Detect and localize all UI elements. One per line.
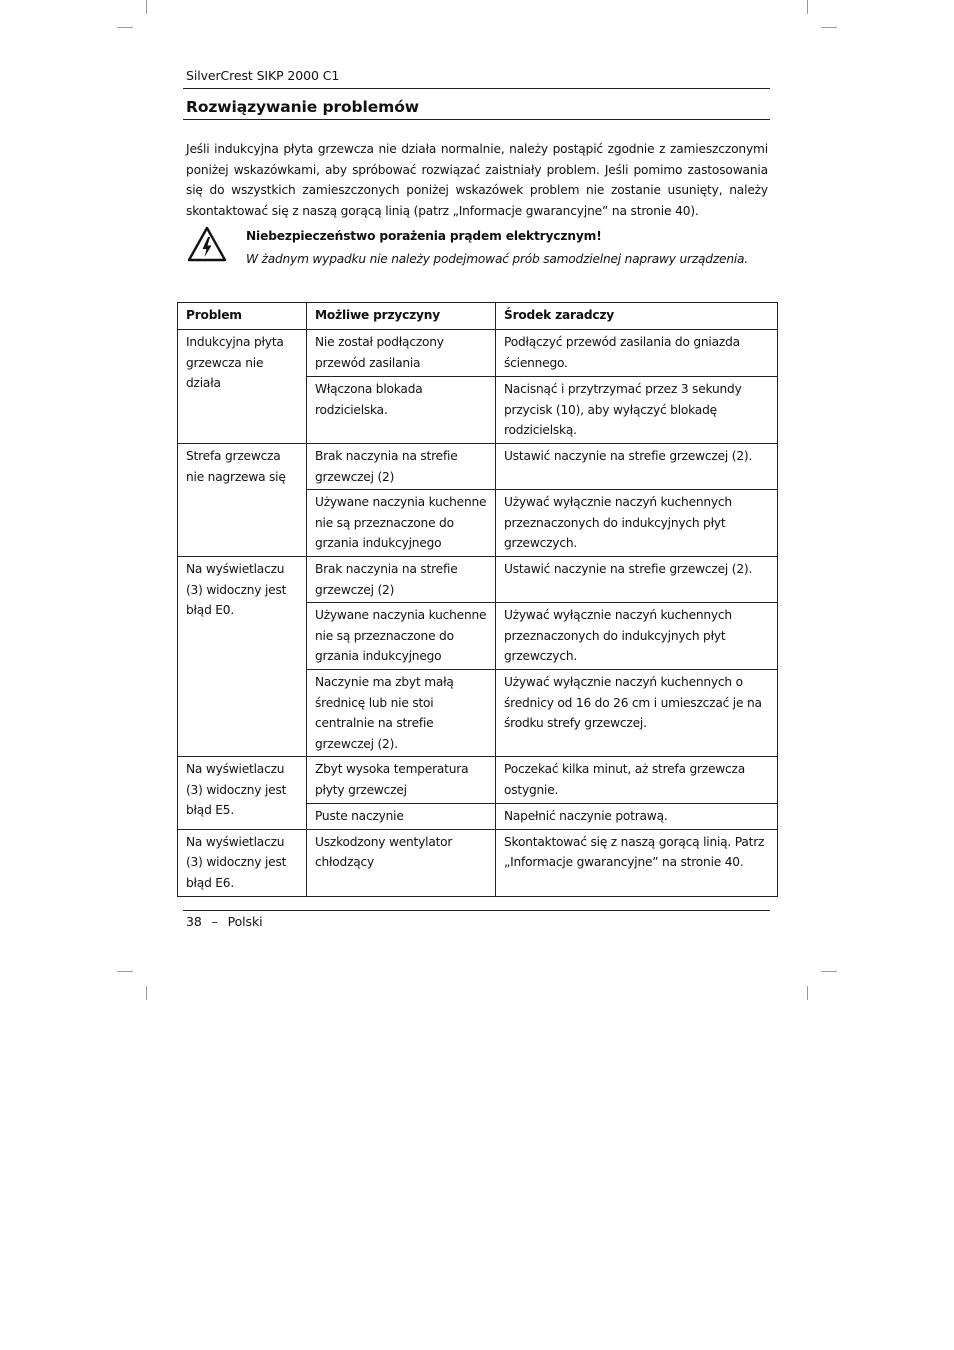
footer-language: Polski: [227, 914, 263, 929]
cause-cell: Uszkodzony wentylator chłodzący: [307, 829, 496, 896]
table-row: [178, 829, 778, 896]
page-number: 38: [186, 914, 202, 929]
electric-shock-warning-icon: [187, 226, 227, 262]
problem-cell: Na wyświetlaczu (3) widoczny jest błąd E5.: [178, 757, 307, 830]
table-row: [178, 557, 778, 603]
crop-mark: [807, 0, 808, 14]
cause-cell: Puste naczynie: [307, 804, 496, 830]
problem-cell: Strefa grzewcza nie nagrzewa się: [178, 444, 307, 557]
cause-cell: Włączona blokada rodzicielska.: [307, 377, 496, 444]
cause-cell: Brak naczynia na strefie grzewczej (2): [307, 557, 496, 603]
problem-cell: Na wyświetlaczu (3) widoczny jest błąd E6.: [178, 829, 307, 896]
running-header: SilverCrest SIKP 2000 C1: [186, 68, 340, 83]
troubleshooting-table: [177, 302, 778, 897]
page-footer: [186, 914, 262, 929]
table-header-row: [178, 303, 778, 330]
cause-cell: Używane naczynia kuchenne nie są przeznaczone do grzania indukcyjnego: [307, 603, 496, 670]
crop-mark: [117, 971, 133, 972]
remedy-cell: Napełnić naczynie potrawą.: [496, 804, 778, 830]
remedy-cell: Skontaktować się z naszą gorącą linią. Patrz „Informacje gwarancyjne” na stronie 40.: [496, 829, 778, 896]
remedy-cell: Nacisnąć i przytrzymać przez 3 sekundy przycisk (10), aby wyłączyć blokadę rodzicielską.: [496, 377, 778, 444]
crop-mark: [117, 27, 133, 28]
cause-cell: Brak naczynia na strefie grzewczej (2): [307, 444, 496, 490]
table-row: [178, 444, 778, 490]
crop-mark: [146, 0, 147, 14]
cause-cell: Nie został podłączony przewód zasilania: [307, 330, 496, 377]
table-row: [178, 757, 778, 804]
problem-cell: Na wyświetlaczu (3) widoczny jest błąd E0.: [178, 557, 307, 757]
remedy-cell: Ustawić naczynie na strefie grzewczej (2).: [496, 557, 778, 603]
remedy-cell: Używać wyłącznie naczyń kuchennych o średnicy od 16 do 26 cm i umieszczać je na środku strefy grzewczej.: [496, 670, 778, 757]
section-title: Rozwiązywanie problemów: [186, 98, 419, 116]
crop-mark: [807, 986, 808, 1000]
header-problem: Problem: [178, 303, 307, 330]
cause-cell: Zbyt wysoka temperatura płyty grzewczej: [307, 757, 496, 804]
remedy-cell: Ustawić naczynie na strefie grzewczej (2).: [496, 444, 778, 490]
title-rule: [183, 119, 770, 120]
intro-paragraph: Jeśli indukcyjna płyta grzewcza nie działa normalnie, należy postąpić zgodnie z zamieszczonymi poniżej wskazówkami, aby spróbować rozwiązać zaistniały problem. Jeśli pomimo zastosowania się do wszystkich zamieszczonych poniżej wskazówek problem nie zostanie usunięty, należy skontaktować się z naszą gorącą linią (patrz „Informacje gwarancyjne” na stronie 40).: [186, 142, 768, 218]
crop-mark: [821, 27, 837, 28]
crop-mark: [821, 971, 837, 972]
remedy-cell: Używać wyłącznie naczyń kuchennych przeznaczonych do indukcyjnych płyt grzewczych.: [496, 603, 778, 670]
warning-text: W żadnym wypadku nie należy podejmować prób samodzielnej naprawy urządzenia.: [246, 252, 748, 266]
cause-cell: Używane naczynia kuchenne nie są przeznaczone do grzania indukcyjnego: [307, 490, 496, 557]
footer-rule: [183, 910, 770, 911]
problem-cell: Indukcyjna płyta grzewcza nie działa: [178, 330, 307, 444]
remedy-cell: Używać wyłącznie naczyń kuchennych przeznaczonych do indukcyjnych płyt grzewczych.: [496, 490, 778, 557]
crop-mark: [146, 986, 147, 1000]
header-remedy: Środek zaradczy: [496, 303, 778, 330]
header-rule: [183, 88, 770, 89]
table-row: [178, 330, 778, 377]
footer-separator: –: [211, 914, 218, 929]
cause-cell: Naczynie ma zbyt małą średnicę lub nie stoi centralnie na strefie grzewczej (2).: [307, 670, 496, 757]
header-causes: Możliwe przyczyny: [307, 303, 496, 330]
remedy-cell: Poczekać kilka minut, aż strefa grzewcza ostygnie.: [496, 757, 778, 804]
warning-title: Niebezpieczeństwo porażenia prądem elektrycznym!: [246, 229, 602, 243]
remedy-cell: Podłączyć przewód zasilania do gniazda ściennego.: [496, 330, 778, 377]
